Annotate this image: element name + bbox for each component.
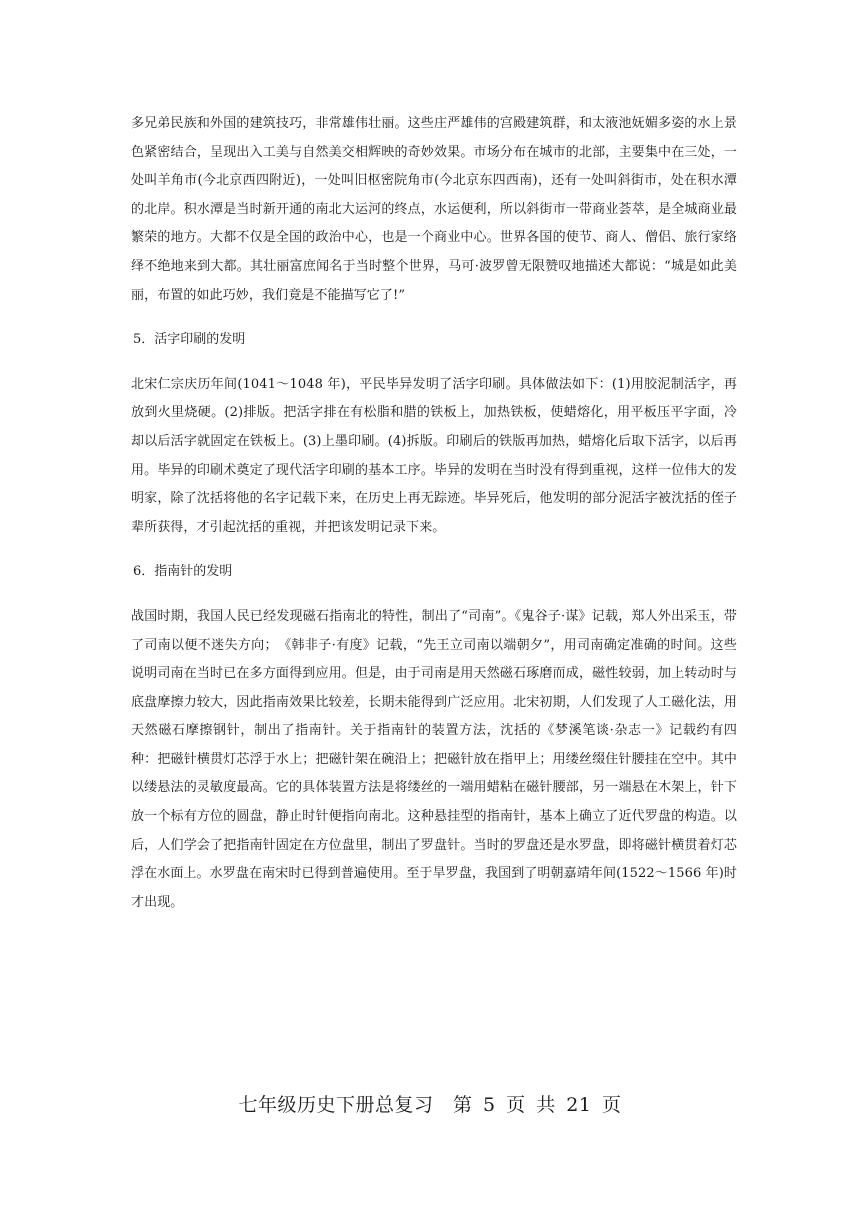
paragraph-movable-type: 北宋仁宗庆历年间(1041～1048 年)，平民毕异发明了活字印刷。具体做法如下：(1)用胶泥制活字，再放到火里烧硬。(2)排版。把活字排在有松脂和腊的铁板上，加热铁板，使蜡熔化，用平板压平字面，冷却以后活字就固定在铁板上。(3)上墨印刷。(4)拆版。印刷后的铁版再加热，蜡熔化后取下活字，以后再用。毕异的印刷术奠定了现代活字印刷的基本工序。毕异的发明在当时没有得到重视，这样一位伟大的发明家，除了沈括将他的名字记载下来，在历史上再无踪迹。毕异死后，他发明的部分泥活字被沈括的侄子辈所获得，才引起沈括的重视，并把该发明记录下来。 xyxy=(131,376,737,535)
paragraph-compass: 战国时期，我国人民已经发现磁石指南北的特性，制出了“司南”。《鬼谷子·谋》记载，郑人外出采玉，带了司南以便不迷失方向； 《韩非子·有度》记载，“先王立司南以端朝夕”，用司南确定准确的时间。这些说明司南在当时已在多方面得到应用。但是，由于司南是用天然磁石琢磨而成，磁性较弱，加上转动时与底盘摩擦力较大，因此指南效果比较差，长期未能得到广泛应用。北宋初期，人们发现了人工磁化法，用天然磁石摩擦钢针，制出了指南针。关于指南针的装置方法，沈括的《梦溪笔谈·杂志一》记载约有四种：把磁针横贯灯芯浮于水上；把磁针架在碗沿上；把磁针放在指甲上；用缕丝缀住针腰挂在空中。其中以缕悬法的灵敏度最高。它的具体装置方法是将缕丝的一端用蜡粘在磁针腰部，另一端悬在木架上，针下放一个标有方位的圆盘，静止时针便指向南北。这种悬挂型的指南针，基本上确立了近代罗盘的构造。以后，人们学会了把指南针固定在方位盘里，制出了罗盘针。当时的罗盘还是水罗盘，即将磁针横贯着灯芯浮在水面上。水罗盘在南宋时已得到普遍使用。至于旱罗盘，我国到了明朝嘉靖年间(1522～1566 年)时才出现。 xyxy=(131,608,737,910)
document-body xyxy=(131,110,737,917)
section-heading-movable-type: 5．活字印刷的发明 xyxy=(133,332,246,348)
page-footer: 七年级历史下册总复习 第 5 页 共 21 页 xyxy=(238,1094,622,1116)
paragraph-yuan-dadu: 多兄弟民族和外国的建筑技巧，非常雄伟壮丽。这些庄严雄伟的宫殿建筑群，和太液池妩媚多姿的水上景色紧密结合，呈现出入工美与自然美交相辉映的奇妙效果。市场分布在城市的北部，主要集中在三处，一处叫羊角市(今北京西四附近)，一处叫旧枢密院角市(今北京东四西南)，还有一处叫斜街市，处在积水潭的北岸。积水潭是当时新开通的南北大运河的终点，水运便利，所以斜街市一带商业荟萃，是全城商业最繁荣的地方。大都不仅是全国的政治中心，也是一个商业中心。世界各国的使节、商人、僧侣、旅行家络绎不绝地来到大都。其壮丽富庶闻名于当时整个世界，马可·波罗曾无限赞叹地描述大都说：“城是如此美丽，布置的如此巧妙，我们竟是不能描写它了!” xyxy=(131,116,737,303)
section-heading-compass: 6．指南针的发明 xyxy=(133,564,233,580)
